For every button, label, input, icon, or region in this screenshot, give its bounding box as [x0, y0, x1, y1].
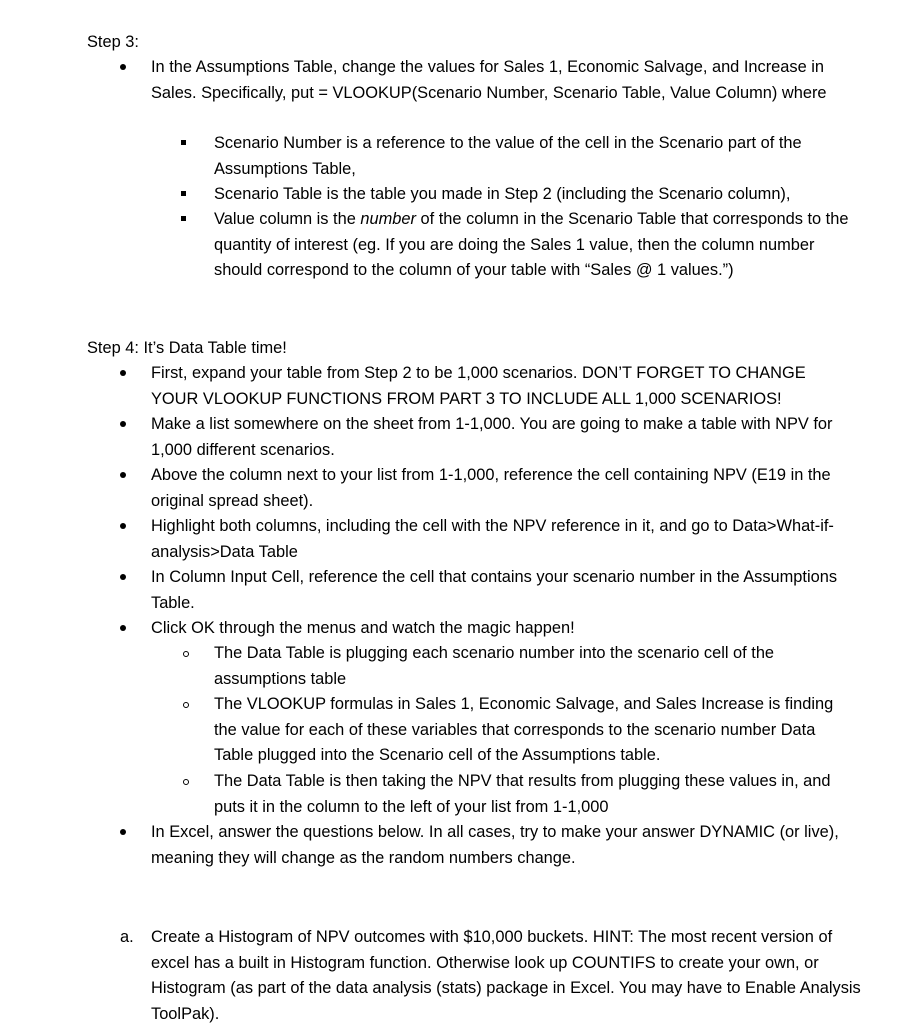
sub3-text-post: of the column in the Scenario Table that corresponds to the quantity of interest (eg. If you are doing the Sales 1 value, then the column number should correspond to the column of your table with “Sales @ 1 values.”) [214, 210, 849, 280]
bullet-dot [120, 523, 126, 529]
bullet-dot [120, 64, 126, 70]
sub3-emphasis: number [360, 210, 416, 228]
step3-bullet-text: In the Assumptions Table, change the values for Sales 1, Economic Salvage, and Increase in Sales. Specifically, put = VLOOKUP(Scenario Number, Scenario Table, Value Column) where [151, 58, 827, 102]
step4-bullet-5: In Column Input Cell, reference the cell that contains your scenario number in the Assumptions Table. [151, 568, 838, 612]
bullet-dot [120, 472, 126, 478]
step4-sub-item-1: The Data Table is plugging each scenario number into the scenario cell of the assumptions table [214, 644, 775, 688]
bullet-dot [120, 625, 126, 631]
bullet-circle [183, 702, 189, 708]
bullet-dot [120, 829, 126, 835]
bullet-dot [120, 370, 126, 376]
bullet-dot [120, 421, 126, 427]
step4-heading: Step 4: It’s Data Table time! [87, 339, 287, 357]
bullet-square [181, 216, 186, 221]
bullet-circle [183, 779, 189, 785]
step4-bullet-3: Above the column next to your list from 1-1,000, reference the cell containing NPV (E19 in the original spread sheet). [151, 466, 831, 510]
step3-sub-item-scenario-number: Scenario Number is a reference to the value of the cell in the Scenario part of the Assumptions Table, [214, 134, 802, 178]
bullet-circle [183, 651, 189, 657]
step3-heading: Step 3: [87, 33, 139, 51]
question-a-label: a. [120, 928, 134, 946]
bullet-square [181, 140, 186, 145]
step4-sub-item-2: The VLOOKUP formulas in Sales 1, Economic Salvage, and Sales Increase is finding the value for each of these variables that corresponds to the scenario number Data Table plugged into the Scenario cell of the Assumptions table. [214, 695, 834, 765]
step4-sub-item-3: The Data Table is then taking the NPV that results from plugging these values in, and puts it in the column to the left of your list from 1-1,000 [214, 772, 831, 816]
step4-bullet-6: Click OK through the menus and watch the magic happen! [151, 619, 575, 637]
step4-bullet-1: First, expand your table from Step 2 to be 1,000 scenarios. DON’T FORGET TO CHANGE YOUR VLOOKUP FUNCTIONS FROM PART 3 TO INCLUDE ALL 1,000 SCENARIOS! [151, 364, 806, 408]
step3-sub-item-value-column [214, 207, 854, 284]
step4-bullet-4: Highlight both columns, including the cell with the NPV reference in it, and go to Data>What-if-analysis>Data Table [151, 517, 834, 561]
step4-last-bullet: In Excel, answer the questions below. In all cases, try to make your answer DYNAMIC (or live), meaning they will change as the random numbers change. [151, 823, 839, 867]
question-a-text: Create a Histogram of NPV outcomes with $10,000 buckets. HINT: The most recent version of excel has a built in Histogram function. Otherwise look up COUNTIFS to create your own, or Histogram (as part of the data analysis (stats) package in Excel. You may have to Enable Analysis ToolPak). [151, 928, 861, 1023]
step4-bullet-2: Make a list somewhere on the sheet from 1-1,000. You are going to make a table with NPV for 1,000 different scenarios. [151, 415, 833, 459]
bullet-dot [120, 574, 126, 580]
bullet-square [181, 191, 186, 196]
sub3-text-pre: Value column is the [214, 210, 361, 228]
step3-sub-item-scenario-table: Scenario Table is the table you made in Step 2 (including the Scenario column), [214, 185, 791, 203]
